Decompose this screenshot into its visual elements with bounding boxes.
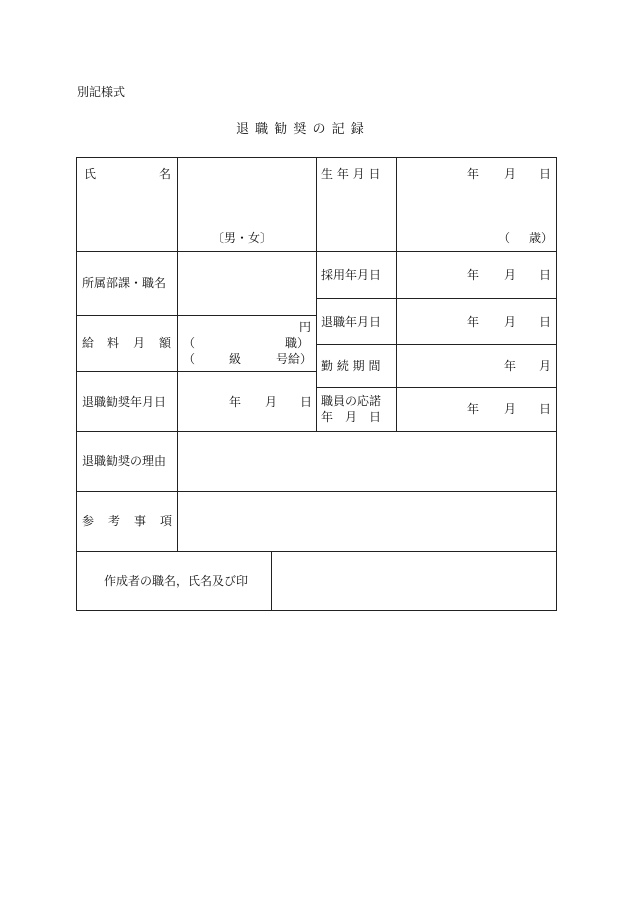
salary-label-char2: 料 <box>107 336 120 350</box>
birth-date-label: 生 年 月 日 <box>321 167 381 181</box>
reference-label: 参 考 事 項 <box>82 514 174 528</box>
hire-month-unit: 月 <box>504 268 517 282</box>
hire-year-unit: 年 <box>467 268 480 282</box>
recommend-date-label: 退職勧奨年月日 <box>82 395 167 409</box>
hire-date-label: 採用年月日 <box>321 268 382 282</box>
service-year-unit: 年 <box>504 359 517 373</box>
department-field[interactable] <box>178 252 316 314</box>
reason-label: 退職勧奨の理由 <box>82 454 167 468</box>
salary-step: 号給） <box>276 352 313 366</box>
name-field[interactable] <box>178 158 316 228</box>
age-open-paren: （ <box>498 231 511 245</box>
salary-grade: 級 <box>229 352 242 366</box>
reference-field[interactable] <box>178 492 556 551</box>
salary-label-char1: 給 <box>82 336 95 350</box>
form-label: 別記様式 <box>77 85 126 99</box>
consent-label-line2: 年 月 日 <box>321 410 382 424</box>
salary-paren-1: （ <box>183 336 196 350</box>
recommend-day-unit: 日 <box>300 395 313 409</box>
name-label-left: 氏 <box>84 167 97 181</box>
recommend-month-unit: 月 <box>265 395 278 409</box>
consent-label-line1: 職員の応諾 <box>321 394 382 408</box>
salary-yen-unit: 円 <box>299 320 312 334</box>
age-unit: 歳） <box>529 231 554 245</box>
reason-field[interactable] <box>178 432 556 491</box>
birth-month-unit: 月 <box>504 167 517 181</box>
salary-label-char3: 月 <box>133 336 146 350</box>
service-period-label: 勤 続 期 間 <box>321 359 381 373</box>
salary-paren-2: （ <box>183 352 196 366</box>
service-month-unit: 月 <box>539 359 552 373</box>
name-label-right: 名 <box>159 167 172 181</box>
creator-label: 作成者の職名，氏名及び印 <box>104 574 249 588</box>
department-label: 所属部課・職名 <box>82 276 167 290</box>
page-title: 退 職 勧 奨 の 記 録 <box>236 122 365 137</box>
consent-year-unit: 年 <box>467 402 480 416</box>
retire-date-label: 退職年月日 <box>321 315 382 329</box>
salary-job: 職） <box>285 336 310 350</box>
gender-selector[interactable]: 〔男・女〕 <box>212 231 273 245</box>
birth-day-unit: 日 <box>539 167 552 181</box>
retire-month-unit: 月 <box>504 315 517 329</box>
birth-year-unit: 年 <box>467 167 480 181</box>
salary-label-char4: 額 <box>159 336 172 350</box>
recommend-year-unit: 年 <box>229 395 242 409</box>
consent-month-unit: 月 <box>504 402 517 416</box>
consent-day-unit: 日 <box>539 402 552 416</box>
creator-field[interactable] <box>272 552 556 610</box>
retire-year-unit: 年 <box>467 315 480 329</box>
retire-day-unit: 日 <box>539 315 552 329</box>
hire-day-unit: 日 <box>539 268 552 282</box>
